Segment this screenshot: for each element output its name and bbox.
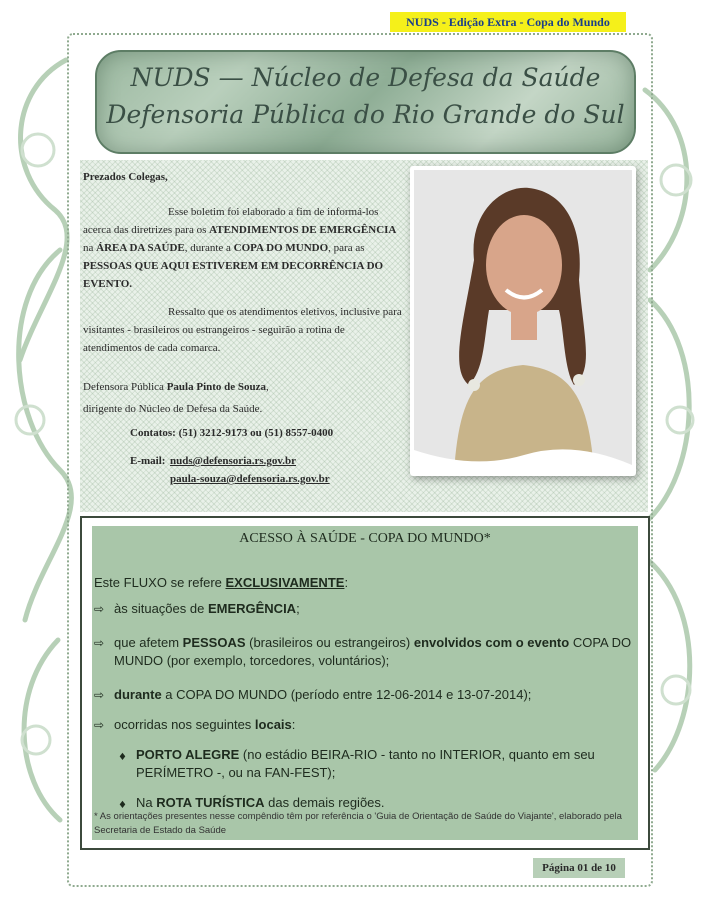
access-lead: Este FLUXO se refere EXCLUSIVAMENTE: (94, 575, 349, 590)
footnote: * As orientações presentes nesse compêndio têm por referência o 'Guia de Orientação de Saúde do Viajante', elaborado pela Secretaria de Estado da Saúde (94, 811, 622, 836)
access-title: ACESSO À SAÚDE - COPA DO MUNDO* (239, 531, 491, 546)
edition-tag: NUDS - Edição Extra - Copa do Mundo (390, 12, 626, 32)
title-banner (95, 50, 636, 154)
arrow-icon: ⇨ (94, 688, 105, 702)
intro-paragraph-1: Esse boletim foi elaborado a fim de informá-los acerca das diretrizes para os ATENDIMENTOS DE EMERGÊNCIA na ÁREA DA SAÚDE, durante a COPA DO MUNDO, para as PESSOAS QUE AQUI ESTIVEREM EM DECORRÊNCIA DO EVENTO. (83, 206, 397, 290)
access-item-4: ocorridas nos seguintes locais: (114, 717, 296, 732)
email-label: E-mail: (130, 455, 166, 467)
access-item-2: que afetem PESSOAS (brasileiros ou estrangeiros) envolvidos com o evento COPA DO MUNDO (por exemplo, torcedores, voluntários); (114, 635, 632, 668)
page-number: Página 01 de 10 (533, 858, 625, 878)
portrait-photo (414, 170, 632, 472)
arrow-icon: ⇨ (94, 602, 105, 616)
access-panel (92, 526, 638, 840)
diamond-bullet-icon: ♦ (118, 752, 127, 763)
diamond-bullet-icon: ♦ (118, 800, 127, 811)
access-subitem-1: PORTO ALEGRE (no estádio BEIRA-RIO - tanto no INTERIOR, quanto em seu PERÍMETRO -, ou na FAN-FEST); (136, 747, 595, 780)
portrait-frame (410, 166, 636, 476)
contacts: Contatos: (51) 3212-9173 ou (51) 8557-0400 (130, 427, 334, 439)
access-section (80, 516, 650, 850)
access-item-3: durante a COPA DO MUNDO (período entre 12-06-2014 e 13-07-2014); (114, 687, 532, 702)
access-item-1: às situações de EMERGÊNCIA; (114, 601, 300, 616)
email-link-paula[interactable]: paula-souza@defensoria.rs.gov.br (170, 473, 330, 485)
portrait-illustration (414, 170, 632, 472)
arrow-icon: ⇨ (94, 636, 105, 650)
signature-line-1: Defensora Pública Paula Pinto de Souza, (83, 381, 269, 393)
email-link-nuds[interactable]: nuds@defensoria.rs.gov.br (170, 455, 297, 467)
banner-title: NUDS — Núcleo de Defesa da Saúde (130, 63, 601, 92)
arrow-icon: ⇨ (94, 718, 105, 732)
banner-subtitle: Defensoria Pública do Rio Grande do Sul (106, 99, 625, 129)
signature-line-2: dirigente do Núcleo de Defesa da Saúde. (83, 403, 263, 415)
intro-paragraph-2: Ressalto que os atendimentos eletivos, inclusive para visitantes - brasileiros ou estrangeiros - seguirão a rotina de atendimentos de cada comarca. (83, 306, 402, 354)
access-subitem-2: Na ROTA TURÍSTICA das demais regiões. (136, 795, 385, 810)
greeting: Prezados Colegas, (83, 171, 168, 183)
